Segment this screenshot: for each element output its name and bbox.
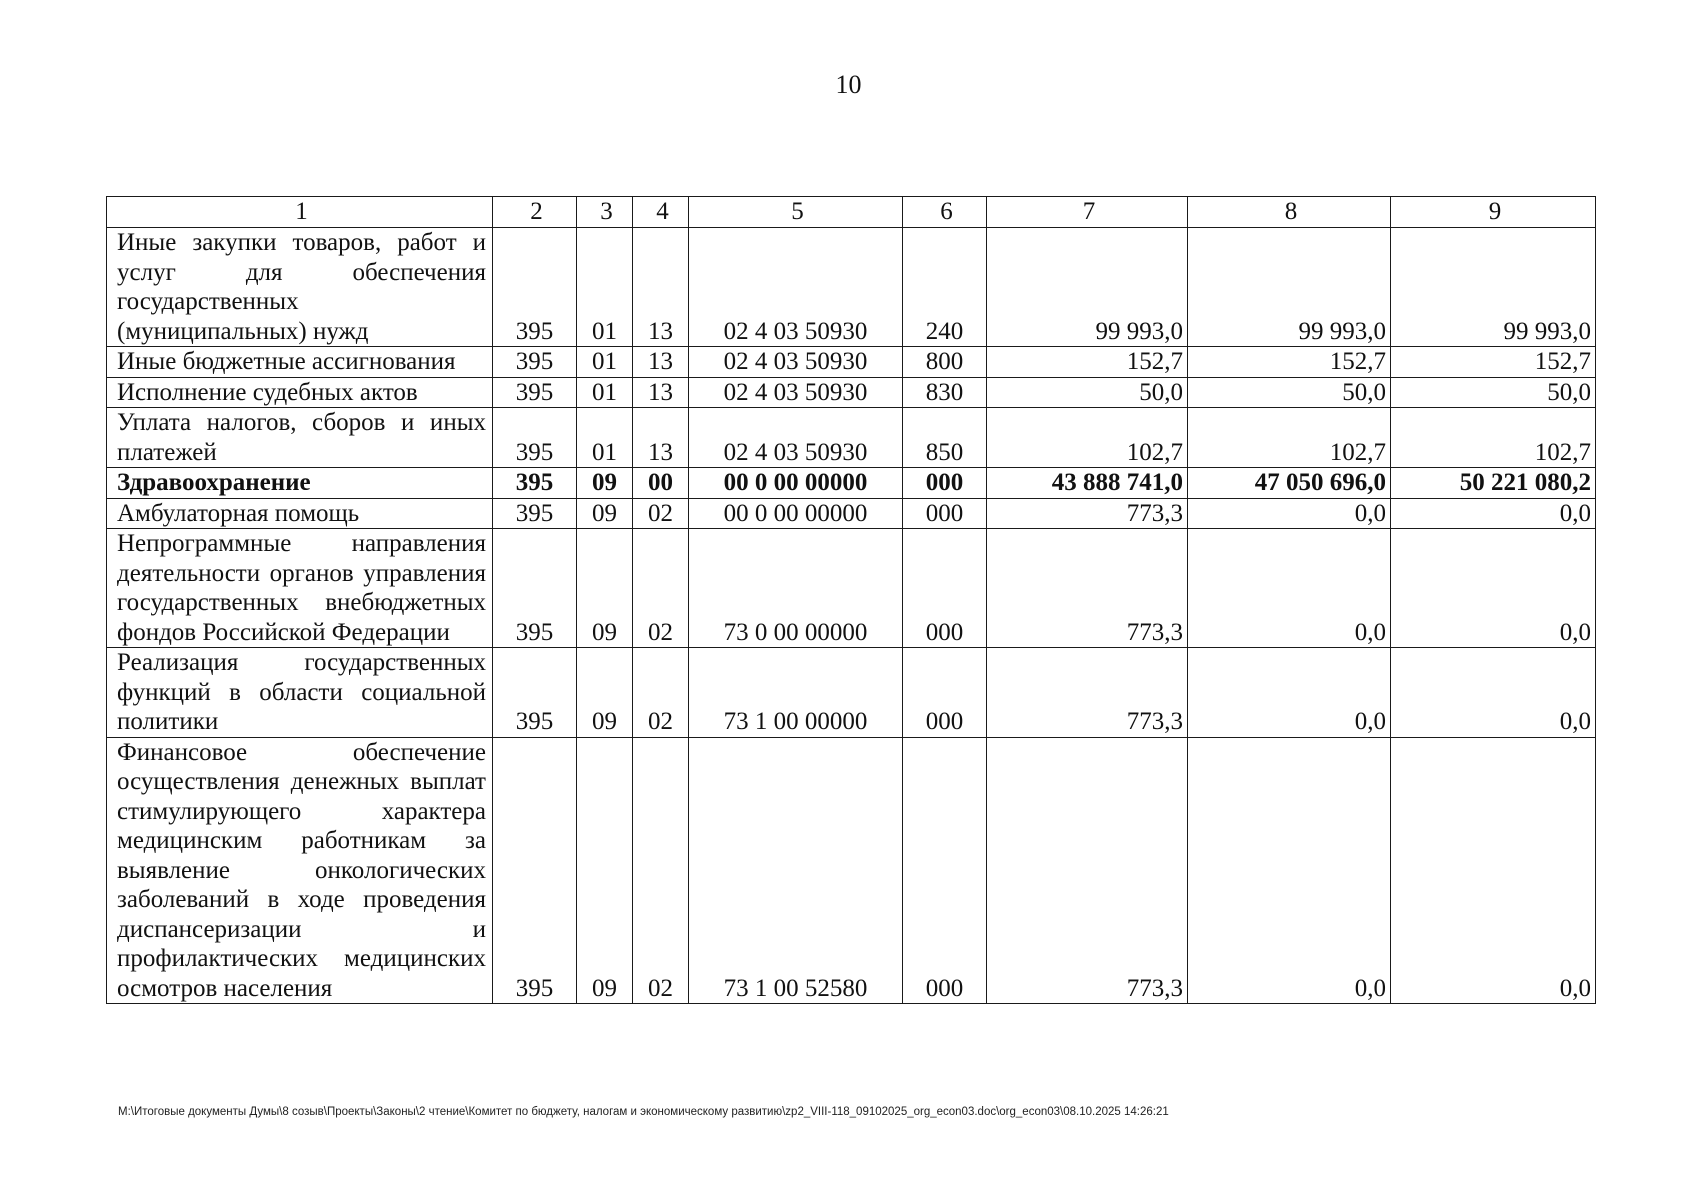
row-section-cell: 01 [577, 347, 633, 378]
row-amount-col7-cell: 773,3 [987, 529, 1188, 648]
column-number-8: 8 [1188, 197, 1391, 228]
row-amount-col9-cell: 152,7 [1391, 347, 1596, 378]
row-admin-code-cell: 395 [493, 228, 577, 347]
table-row [107, 377, 1596, 408]
table-row [107, 648, 1596, 738]
row-expense-type-cell: 000 [903, 468, 987, 499]
row-admin-code-cell: 395 [493, 468, 577, 499]
row-amount-col7-cell: 102,7 [987, 408, 1188, 468]
row-section-cell: 09 [577, 648, 633, 738]
table-row [107, 498, 1596, 529]
row-amount-col9-cell: 0,0 [1391, 648, 1596, 738]
column-number-2: 2 [493, 197, 577, 228]
row-expense-type-cell: 830 [903, 377, 987, 408]
row-amount-col7-cell: 43 888 741,0 [987, 468, 1188, 499]
row-target-article-cell: 02 4 03 50930 [689, 408, 903, 468]
page-number: 10 [835, 70, 862, 99]
row-admin-code-cell: 395 [493, 529, 577, 648]
row-amount-col8-cell: 50,0 [1188, 377, 1391, 408]
row-subsection-cell: 02 [633, 529, 689, 648]
row-subsection-cell: 02 [633, 737, 689, 1004]
row-amount-col8-cell: 0,0 [1188, 529, 1391, 648]
row-amount-col8-cell: 152,7 [1188, 347, 1391, 378]
table-row [107, 468, 1596, 499]
row-amount-col7-cell: 99 993,0 [987, 228, 1188, 347]
row-amount-col8-cell: 102,7 [1188, 408, 1391, 468]
row-name-cell: Исполнение судебных актов [107, 377, 493, 408]
table-header-row [107, 197, 1596, 228]
row-expense-type-cell: 000 [903, 498, 987, 529]
row-admin-code-cell: 395 [493, 347, 577, 378]
row-section-cell: 01 [577, 377, 633, 408]
row-amount-col9-cell: 50,0 [1391, 377, 1596, 408]
row-expense-type-cell: 000 [903, 648, 987, 738]
row-expense-type-cell: 000 [903, 529, 987, 648]
row-section-cell: 09 [577, 529, 633, 648]
row-amount-col7-cell: 773,3 [987, 498, 1188, 529]
table-row [107, 737, 1596, 1004]
row-section-cell: 09 [577, 498, 633, 529]
row-amount-col7-cell: 773,3 [987, 648, 1188, 738]
row-name-cell: Финансовое обеспечение осуществления денежных выплат стимулирующего характера медицинским работникам за выявление онкологических заболеваний в ходе проведения диспансеризации и профилактических медицинских осмотров населения [107, 737, 493, 1004]
column-number-7: 7 [987, 197, 1188, 228]
row-name-cell: Уплата налогов, сборов и иных платежей [107, 408, 493, 468]
row-name-cell: Иные закупки товаров, работ и услуг для обеспечения государственных (муниципальных) нужд [107, 228, 493, 347]
column-number-4: 4 [633, 197, 689, 228]
row-section-cell: 09 [577, 468, 633, 499]
row-amount-col7-cell: 773,3 [987, 737, 1188, 1004]
file-path-footer: M:\Итоговые документы Думы\8 созыв\Проекты\Законы\2 чтение\Комитет по бюджету, налогам и экономическому развитию\zp2_VIII-118_09102025_org_econ03.doc\org_econ03\08.10.2025 14:26:21 [118, 1106, 1169, 1118]
row-target-article-cell: 02 4 03 50930 [689, 228, 903, 347]
row-amount-col8-cell: 0,0 [1188, 648, 1391, 738]
row-amount-col8-cell: 0,0 [1188, 737, 1391, 1004]
row-section-cell: 01 [577, 228, 633, 347]
row-expense-type-cell: 850 [903, 408, 987, 468]
row-expense-type-cell: 800 [903, 347, 987, 378]
row-subsection-cell: 02 [633, 498, 689, 529]
row-amount-col8-cell: 47 050 696,0 [1188, 468, 1391, 499]
row-section-cell: 09 [577, 737, 633, 1004]
row-amount-col9-cell: 0,0 [1391, 529, 1596, 648]
row-expense-type-cell: 240 [903, 228, 987, 347]
row-amount-col9-cell: 0,0 [1391, 498, 1596, 529]
row-amount-col9-cell: 0,0 [1391, 737, 1596, 1004]
row-name-cell: Непрограммные направления деятельности органов управления государственных внебюджетных фондов Российской Федерации [107, 529, 493, 648]
row-target-article-cell: 00 0 00 00000 [689, 498, 903, 529]
row-subsection-cell: 13 [633, 408, 689, 468]
row-amount-col9-cell: 99 993,0 [1391, 228, 1596, 347]
row-subsection-cell: 13 [633, 377, 689, 408]
row-name-cell: Амбулаторная помощь [107, 498, 493, 529]
row-amount-col7-cell: 50,0 [987, 377, 1188, 408]
row-target-article-cell: 73 1 00 52580 [689, 737, 903, 1004]
row-amount-col8-cell: 99 993,0 [1188, 228, 1391, 347]
row-target-article-cell: 02 4 03 50930 [689, 377, 903, 408]
row-subsection-cell: 13 [633, 228, 689, 347]
row-amount-col7-cell: 152,7 [987, 347, 1188, 378]
column-number-5: 5 [689, 197, 903, 228]
column-number-3: 3 [577, 197, 633, 228]
row-target-article-cell: 00 0 00 00000 [689, 468, 903, 499]
row-admin-code-cell: 395 [493, 377, 577, 408]
table-row [107, 529, 1596, 648]
row-subsection-cell: 00 [633, 468, 689, 499]
row-admin-code-cell: 395 [493, 498, 577, 529]
row-target-article-cell: 02 4 03 50930 [689, 347, 903, 378]
table-row [107, 408, 1596, 468]
row-section-cell: 01 [577, 408, 633, 468]
table-row [107, 347, 1596, 378]
row-amount-col9-cell: 102,7 [1391, 408, 1596, 468]
column-number-9: 9 [1391, 197, 1596, 228]
row-name-cell: Здравоохранение [107, 468, 493, 499]
row-subsection-cell: 02 [633, 648, 689, 738]
column-number-1: 1 [107, 197, 493, 228]
row-name-cell: Реализация государственных функций в области социальной политики [107, 648, 493, 738]
table-row [107, 228, 1596, 347]
column-number-6: 6 [903, 197, 987, 228]
row-admin-code-cell: 395 [493, 648, 577, 738]
row-admin-code-cell: 395 [493, 408, 577, 468]
row-target-article-cell: 73 1 00 00000 [689, 648, 903, 738]
row-admin-code-cell: 395 [493, 737, 577, 1004]
row-amount-col8-cell: 0,0 [1188, 498, 1391, 529]
row-amount-col9-cell: 50 221 080,2 [1391, 468, 1596, 499]
row-subsection-cell: 13 [633, 347, 689, 378]
row-expense-type-cell: 000 [903, 737, 987, 1004]
row-name-cell: Иные бюджетные ассигнования [107, 347, 493, 378]
budget-table [106, 196, 1596, 1004]
row-target-article-cell: 73 0 00 00000 [689, 529, 903, 648]
budget-table-body [107, 197, 1596, 1004]
